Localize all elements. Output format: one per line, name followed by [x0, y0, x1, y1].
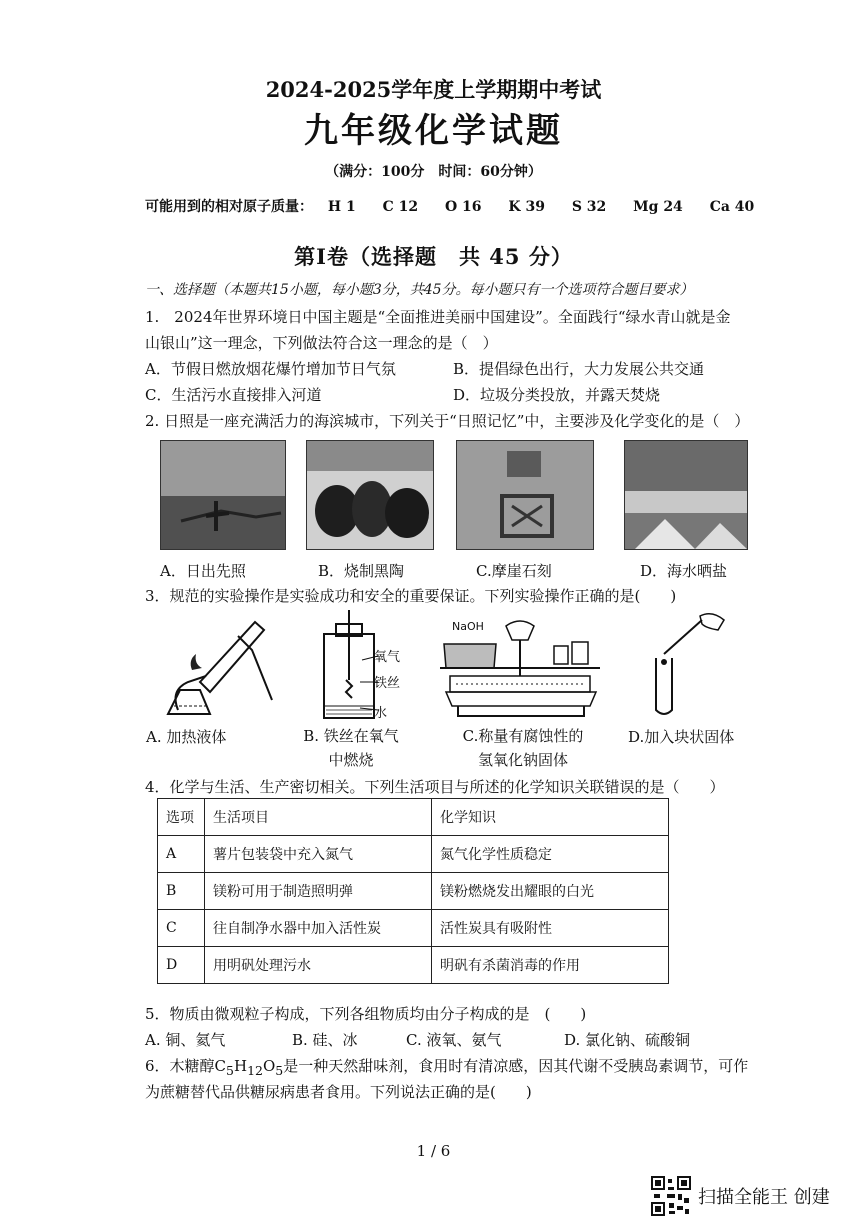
q1-line1: 1. 2024年世界环境日中国主题是“全面推进美丽中国建设”。全面践行“绿水青山就是金 — [145, 308, 731, 326]
q5-option-b: B. 硅、冰 — [292, 1031, 358, 1049]
formula-subscript: 5 — [226, 1063, 234, 1078]
table-cell: D — [158, 947, 205, 984]
table-header-cell: 生活项目 — [205, 799, 432, 836]
mass-item: H 1 — [327, 199, 356, 215]
diagram-adding-solid — [640, 606, 730, 718]
table-cell: 用明矾处理污水 — [205, 947, 432, 984]
label-oxygen: 氧气 — [374, 650, 401, 665]
atomic-masses-label: 可能用到的相对原子质量： — [145, 199, 313, 215]
q2-text: 2. 日照是一座充满活力的海滨城市，下列关于“日照记忆”中，主要涉及化学变化的是（ ） — [145, 412, 750, 430]
formula-subscript: 5 — [275, 1063, 284, 1078]
q2-caption-d: D．海水晒盐 — [640, 562, 728, 580]
q6-line2: 为蔗糖替代品供糖尿病患者食用。下列说法正确的是( ) — [145, 1083, 532, 1101]
q3-caption-b: B. 铁丝在氧气 中燃烧 — [303, 727, 399, 769]
table-row — [158, 873, 669, 910]
photo-cliff-carving — [456, 440, 594, 550]
diagram-heating-liquid — [160, 610, 282, 720]
photo-sunrise — [160, 440, 286, 550]
q5-option-c: C. 液氧、氨气 — [406, 1031, 502, 1049]
mass-item: Ca 40 — [709, 199, 755, 215]
table-cell: 明矾有杀菌消毒的作用 — [432, 947, 669, 984]
q4-table — [157, 798, 669, 984]
exam-subtitle: 2024-2025学年度上学期期中考试 — [265, 77, 602, 102]
q4-text: 4．化学与生活、生产密切相关。下列生活项目与所述的化学知识关联错误的是（ ） — [145, 778, 725, 796]
table-header-row — [158, 799, 669, 836]
table-header-cell: 选项 — [158, 799, 205, 836]
q1-option-b: B．提倡绿色出行，大力发展公共交通 — [453, 360, 705, 378]
formula-subscript: 12 — [247, 1063, 263, 1078]
label-water: 水 — [374, 706, 388, 721]
mass-item: Mg 24 — [633, 199, 683, 215]
q6-text-post: 是一种天然甜味剂，食用时有清凉感，因其代谢不受胰岛素调节，可作 — [283, 1057, 749, 1075]
photo-sea-salt — [624, 440, 748, 550]
mass-item: C 12 — [382, 199, 419, 215]
table-cell: 薯片包装袋中充入氮气 — [205, 836, 432, 873]
q3-caption-d: D.加入块状固体 — [628, 728, 735, 746]
q1-option-c: C．生活污水直接排入河道 — [145, 386, 322, 404]
q5-text: 5．物质由微观粒子构成，下列各组物质均由分子构成的是 ( ) — [145, 1005, 587, 1023]
q1-option-a: A．节假日燃放烟花爆竹增加节日气氛 — [145, 360, 396, 378]
q2-caption-c: C.摩崖石刻 — [476, 562, 552, 580]
q6-text-pre: 6．木糖醇C — [145, 1057, 227, 1075]
page-number: 1 / 6 — [416, 1142, 451, 1160]
table-cell: B — [158, 873, 205, 910]
qr-code-icon — [651, 1176, 691, 1220]
table-header-cell: 化学知识 — [432, 799, 669, 836]
q6-line1 — [145, 1055, 748, 1078]
label-naoh: NaOH — [452, 620, 484, 633]
mass-item: S 32 — [571, 199, 607, 215]
table-cell: 往自制净水器中加入活性炭 — [205, 910, 432, 947]
table-cell: A — [158, 836, 205, 873]
q2-caption-b: B．烧制黑陶 — [318, 562, 405, 580]
scanner-watermark: 扫描全能王 创建 — [698, 1187, 830, 1208]
q5-option-a: A. 铜、氦气 — [145, 1031, 226, 1049]
q1-option-d: D．垃圾分类投放，并露天焚烧 — [453, 386, 661, 404]
formula-element: O — [262, 1057, 276, 1075]
mass-item: O 16 — [444, 199, 482, 215]
table-row — [158, 836, 669, 873]
exam-info: （满分：100分 时间：60分钟） — [325, 164, 542, 180]
exam-title: 九年级化学试题 — [304, 111, 563, 151]
table-cell: 镁粉燃烧发出耀眼的白光 — [432, 873, 669, 910]
section-instructions: 一、选择题（本题共15小题，每小题3分，共45分。每小题只有一个选项符合题目要求） — [145, 282, 694, 298]
q3-text: 3．规范的实验操作是实验成功和安全的重要保证。下列实验操作正确的是( ) — [145, 587, 677, 605]
label-iron-wire: 铁丝 — [374, 676, 401, 691]
table-row — [158, 947, 669, 984]
table-cell: 镁粉可用于制造照明弹 — [205, 873, 432, 910]
section-title: 第Ⅰ卷（选择题 共 45 分） — [294, 244, 573, 269]
table-cell: 氮气化学性质稳定 — [432, 836, 669, 873]
q2-caption-a: A．日出先照 — [160, 562, 246, 580]
photo-black-pottery — [306, 440, 434, 550]
table-cell: 活性炭具有吸附性 — [432, 910, 669, 947]
table-row — [158, 910, 669, 947]
q5-option-d: D. 氯化钠、硫酸铜 — [564, 1031, 691, 1049]
mass-item: K 39 — [508, 199, 545, 215]
formula-element: H — [233, 1057, 248, 1075]
atomic-masses — [145, 196, 776, 216]
q1-line2: 山银山”这一理念，下列做法符合这一理念的是（ ） — [145, 334, 498, 352]
diagram-balance-scale — [436, 616, 606, 720]
q3-caption-a: A. 加热液体 — [146, 728, 227, 746]
table-cell: C — [158, 910, 205, 947]
q3-caption-c: C.称量有腐蚀性的 氢氧化钠固体 — [462, 727, 584, 769]
diagram-iron-wire-combustion — [316, 610, 430, 720]
